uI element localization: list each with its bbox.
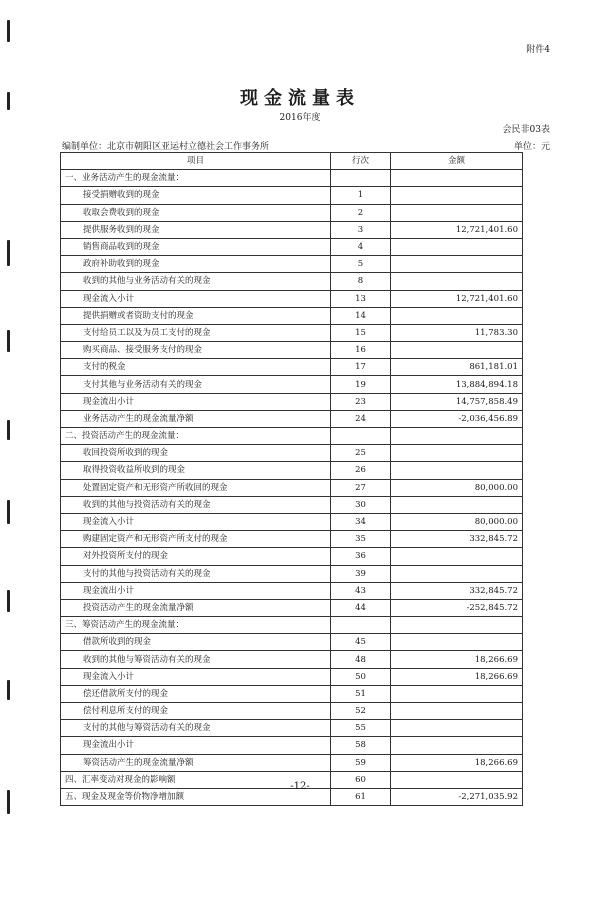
row-line-no: 50 (331, 668, 391, 685)
table-row (61, 307, 523, 324)
row-line-no: 17 (331, 359, 391, 376)
table-row (61, 342, 523, 359)
row-item: 支付给员工以及为员工支付的现金 (61, 324, 331, 341)
row-amount: 18,266.69 (391, 754, 523, 771)
row-item: 业务活动产生的现金流量净额 (61, 410, 331, 427)
table-row (61, 359, 523, 376)
document-title: 现金流量表 (240, 88, 360, 109)
row-amount (391, 703, 523, 720)
table-row (61, 685, 523, 702)
header-line-no: 行次 (331, 153, 391, 170)
row-amount (391, 548, 523, 565)
row-item: 投资活动产生的现金流量净额 (61, 599, 331, 616)
row-item: 偿付利息所支付的现金 (61, 703, 331, 720)
row-line-no: 26 (331, 462, 391, 479)
row-line-no: 39 (331, 565, 391, 582)
table-row (61, 462, 523, 479)
row-item: 现金流出小计 (61, 393, 331, 410)
row-line-no: 48 (331, 651, 391, 668)
compiling-unit: 编制单位：北京市朝阳区亚运村立德社会工作事务所 (62, 142, 270, 152)
header-amount: 金额 (391, 153, 523, 170)
row-item: 政府补助收到的现金 (61, 256, 331, 273)
table-row (61, 376, 523, 393)
row-item: 支付的其他与投资活动有关的现金 (61, 565, 331, 582)
page-number: -12- (290, 781, 310, 792)
row-amount (391, 634, 523, 651)
row-item: 提供捐赠或者资助支付的现金 (61, 307, 331, 324)
row-line-no: 27 (331, 479, 391, 496)
row-item: 销售商品收到的现金 (61, 238, 331, 255)
row-amount: 80,000.00 (391, 479, 523, 496)
row-item: 接受捐赠收到的现金 (61, 187, 331, 204)
row-item: 现金流出小计 (61, 582, 331, 599)
row-amount (391, 170, 523, 187)
scan-edge-mark (7, 590, 10, 612)
table-row (61, 256, 523, 273)
scan-edge-mark (7, 500, 10, 524)
row-line-no: 23 (331, 393, 391, 410)
row-item: 处置固定资产和无形资产所收回的现金 (61, 479, 331, 496)
table-row (61, 582, 523, 599)
cash-flow-table (60, 152, 523, 806)
row-line-no: 34 (331, 513, 391, 530)
row-amount: 12,721,401.60 (391, 290, 523, 307)
row-amount (391, 187, 523, 204)
table-row (61, 565, 523, 582)
attachment-label: 附件4 (526, 45, 550, 55)
row-line-no: 5 (331, 256, 391, 273)
table-row (61, 187, 523, 204)
row-line-no: 4 (331, 238, 391, 255)
row-line-no: 35 (331, 531, 391, 548)
table-row (61, 496, 523, 513)
row-line-no: 45 (331, 634, 391, 651)
row-item: 筹资活动产生的现金流量净额 (61, 754, 331, 771)
row-amount: 14,757,858.49 (391, 393, 523, 410)
table-row (61, 445, 523, 462)
row-amount (391, 428, 523, 445)
row-amount (391, 307, 523, 324)
row-amount: -2,271,035.92 (391, 788, 523, 805)
row-item: 四、汇率变动对现金的影响额 (61, 771, 331, 788)
row-line-no: 55 (331, 720, 391, 737)
table-row (61, 599, 523, 616)
row-line-no: 13 (331, 290, 391, 307)
row-item: 收到的其他与投资活动有关的现金 (61, 496, 331, 513)
row-amount (391, 204, 523, 221)
row-amount: 12,721,401.60 (391, 221, 523, 238)
scan-edge-mark (7, 680, 10, 700)
row-item: 提供服务收到的现金 (61, 221, 331, 238)
table-row (61, 479, 523, 496)
table-row (61, 651, 523, 668)
header-item: 项目 (61, 153, 331, 170)
row-amount: -2,036,456.89 (391, 410, 523, 427)
form-code: 会民非03表 (502, 125, 550, 135)
row-line-no: 8 (331, 273, 391, 290)
row-line-no: 30 (331, 496, 391, 513)
row-line-no: 59 (331, 754, 391, 771)
table-row (61, 754, 523, 771)
row-line-no: 52 (331, 703, 391, 720)
row-amount (391, 273, 523, 290)
row-item: 借款所收到的现金 (61, 634, 331, 651)
row-line-no: 36 (331, 548, 391, 565)
row-amount: 18,266.69 (391, 651, 523, 668)
row-amount: 332,845.72 (391, 582, 523, 599)
row-item: 支付其他与业务活动有关的现金 (61, 376, 331, 393)
row-amount: 332,845.72 (391, 531, 523, 548)
row-item: 偿还借款所支付的现金 (61, 685, 331, 702)
row-item: 支付的其他与筹资活动有关的现金 (61, 720, 331, 737)
table-row (61, 221, 523, 238)
table-row (61, 617, 523, 634)
table-body (61, 170, 523, 806)
row-amount (391, 685, 523, 702)
row-item: 现金流入小计 (61, 668, 331, 685)
row-amount (391, 737, 523, 754)
table-row (61, 668, 523, 685)
row-amount: -252,845.72 (391, 599, 523, 616)
table-row (61, 428, 523, 445)
table-row (61, 324, 523, 341)
table-row (61, 720, 523, 737)
row-amount: 11,783.30 (391, 324, 523, 341)
row-line-no (331, 428, 391, 445)
row-amount (391, 445, 523, 462)
table-row (61, 204, 523, 221)
table-row (61, 238, 523, 255)
row-item: 收回投资所收到的现金 (61, 445, 331, 462)
row-item: 对外投资所支付的现金 (61, 548, 331, 565)
row-item: 购建固定资产和无形资产所支付的现金 (61, 531, 331, 548)
row-item: 收到的其他与筹资活动有关的现金 (61, 651, 331, 668)
report-period: 2016年度 (279, 113, 321, 123)
row-amount (391, 720, 523, 737)
row-line-no: 14 (331, 307, 391, 324)
row-amount (391, 462, 523, 479)
table-header-row (61, 153, 523, 170)
scan-edge-mark (7, 20, 10, 42)
row-amount (391, 342, 523, 359)
row-amount: 80,000.00 (391, 513, 523, 530)
table-row (61, 513, 523, 530)
currency-unit: 单位：元 (513, 142, 550, 152)
row-item: 五、现金及现金等价物净增加额 (61, 788, 331, 805)
row-line-no: 16 (331, 342, 391, 359)
table-row (61, 634, 523, 651)
row-amount (391, 565, 523, 582)
table-row (61, 273, 523, 290)
row-item: 收取会费收到的现金 (61, 204, 331, 221)
row-item: 现金流入小计 (61, 513, 331, 530)
row-line-no (331, 170, 391, 187)
table-row (61, 410, 523, 427)
row-item: 购买商品、接受服务支付的现金 (61, 342, 331, 359)
table-row (61, 548, 523, 565)
row-line-no: 60 (331, 771, 391, 788)
row-line-no: 2 (331, 204, 391, 221)
row-item: 现金流入小计 (61, 290, 331, 307)
row-amount: 18,266.69 (391, 668, 523, 685)
row-line-no: 51 (331, 685, 391, 702)
row-item: 取得投资收益所收到的现金 (61, 462, 331, 479)
row-line-no: 24 (331, 410, 391, 427)
table-row (61, 737, 523, 754)
table-row (61, 531, 523, 548)
row-line-no: 3 (331, 221, 391, 238)
scan-edge-mark (7, 330, 10, 352)
scan-edge-mark (7, 790, 10, 814)
row-line-no: 1 (331, 187, 391, 204)
row-amount (391, 496, 523, 513)
row-item: 二、投资活动产生的现金流量： (61, 428, 331, 445)
row-amount (391, 238, 523, 255)
scan-edge-mark (7, 240, 10, 266)
row-item: 收到的其他与业务活动有关的现金 (61, 273, 331, 290)
table-row (61, 290, 523, 307)
row-line-no: 44 (331, 599, 391, 616)
row-item: 一、业务活动产生的现金流量： (61, 170, 331, 187)
row-item: 支付的税金 (61, 359, 331, 376)
row-amount: 861,181.01 (391, 359, 523, 376)
row-item: 三、筹资活动产生的现金流量： (61, 617, 331, 634)
row-amount (391, 256, 523, 273)
row-line-no: 61 (331, 788, 391, 805)
row-line-no: 43 (331, 582, 391, 599)
row-line-no (331, 617, 391, 634)
scan-edge-mark (7, 420, 10, 440)
table-row (61, 170, 523, 187)
row-amount: 13,884,894.18 (391, 376, 523, 393)
row-line-no: 58 (331, 737, 391, 754)
row-amount (391, 617, 523, 634)
row-line-no: 15 (331, 324, 391, 341)
row-line-no: 25 (331, 445, 391, 462)
table-row (61, 393, 523, 410)
row-item: 现金流出小计 (61, 737, 331, 754)
table-row (61, 703, 523, 720)
row-line-no: 19 (331, 376, 391, 393)
